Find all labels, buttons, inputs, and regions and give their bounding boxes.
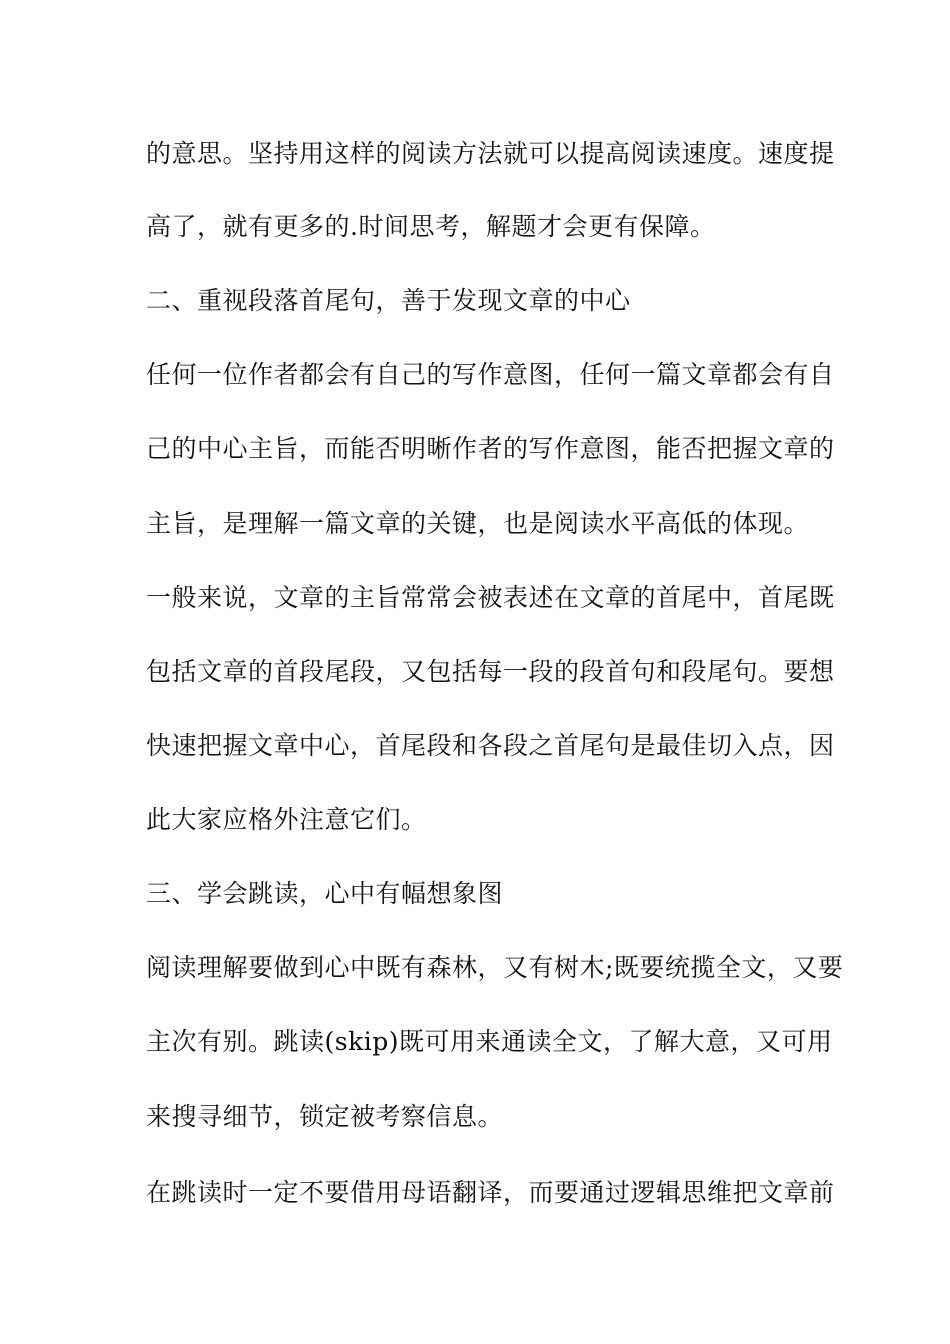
- text-line: 的意思。坚持用这样的阅读方法就可以提高阅读速度。速度提: [146, 139, 835, 168]
- text-line: 己的中心主旨，而能否明晰作者的写作意图，能否把握文章的: [146, 434, 835, 463]
- text-line: 此大家应格外注意它们。: [146, 805, 427, 834]
- text-line: 来搜寻细节，锁定被考察信息。: [146, 1102, 504, 1131]
- text-line: 阅读理解要做到心中既有森林，又有树木;既要统揽全文，又要: [146, 953, 844, 982]
- text-line: 包括文章的首段尾段，又包括每一段的段首句和段尾句。要想: [146, 657, 835, 686]
- text-line: 快速把握文章中心，首尾段和各段之首尾句是最佳切入点，因: [146, 731, 835, 760]
- text-line: 任何一位作者都会有自己的写作意图，任何一篇文章都会有自: [146, 360, 835, 389]
- text-line: 主次有别。跳读(skip)既可用来通读全文，了解大意，又可用: [146, 1027, 833, 1056]
- text-line: 高了，就有更多的.时间思考，解题才会更有保障。: [146, 212, 716, 241]
- text-line: 一般来说，文章的主旨常常会被表述在文章的首尾中，首尾既: [146, 583, 835, 612]
- section-heading: 二、重视段落首尾句，善于发现文章的中心: [146, 286, 631, 315]
- text-line: 主旨，是理解一篇文章的关键，也是阅读水平高低的体现。: [146, 509, 810, 538]
- text-line: 在跳读时一定不要借用母语翻译，而要通过逻辑思维把文章前: [146, 1178, 835, 1207]
- section-heading: 三、学会跳读，心中有幅想象图: [146, 879, 504, 908]
